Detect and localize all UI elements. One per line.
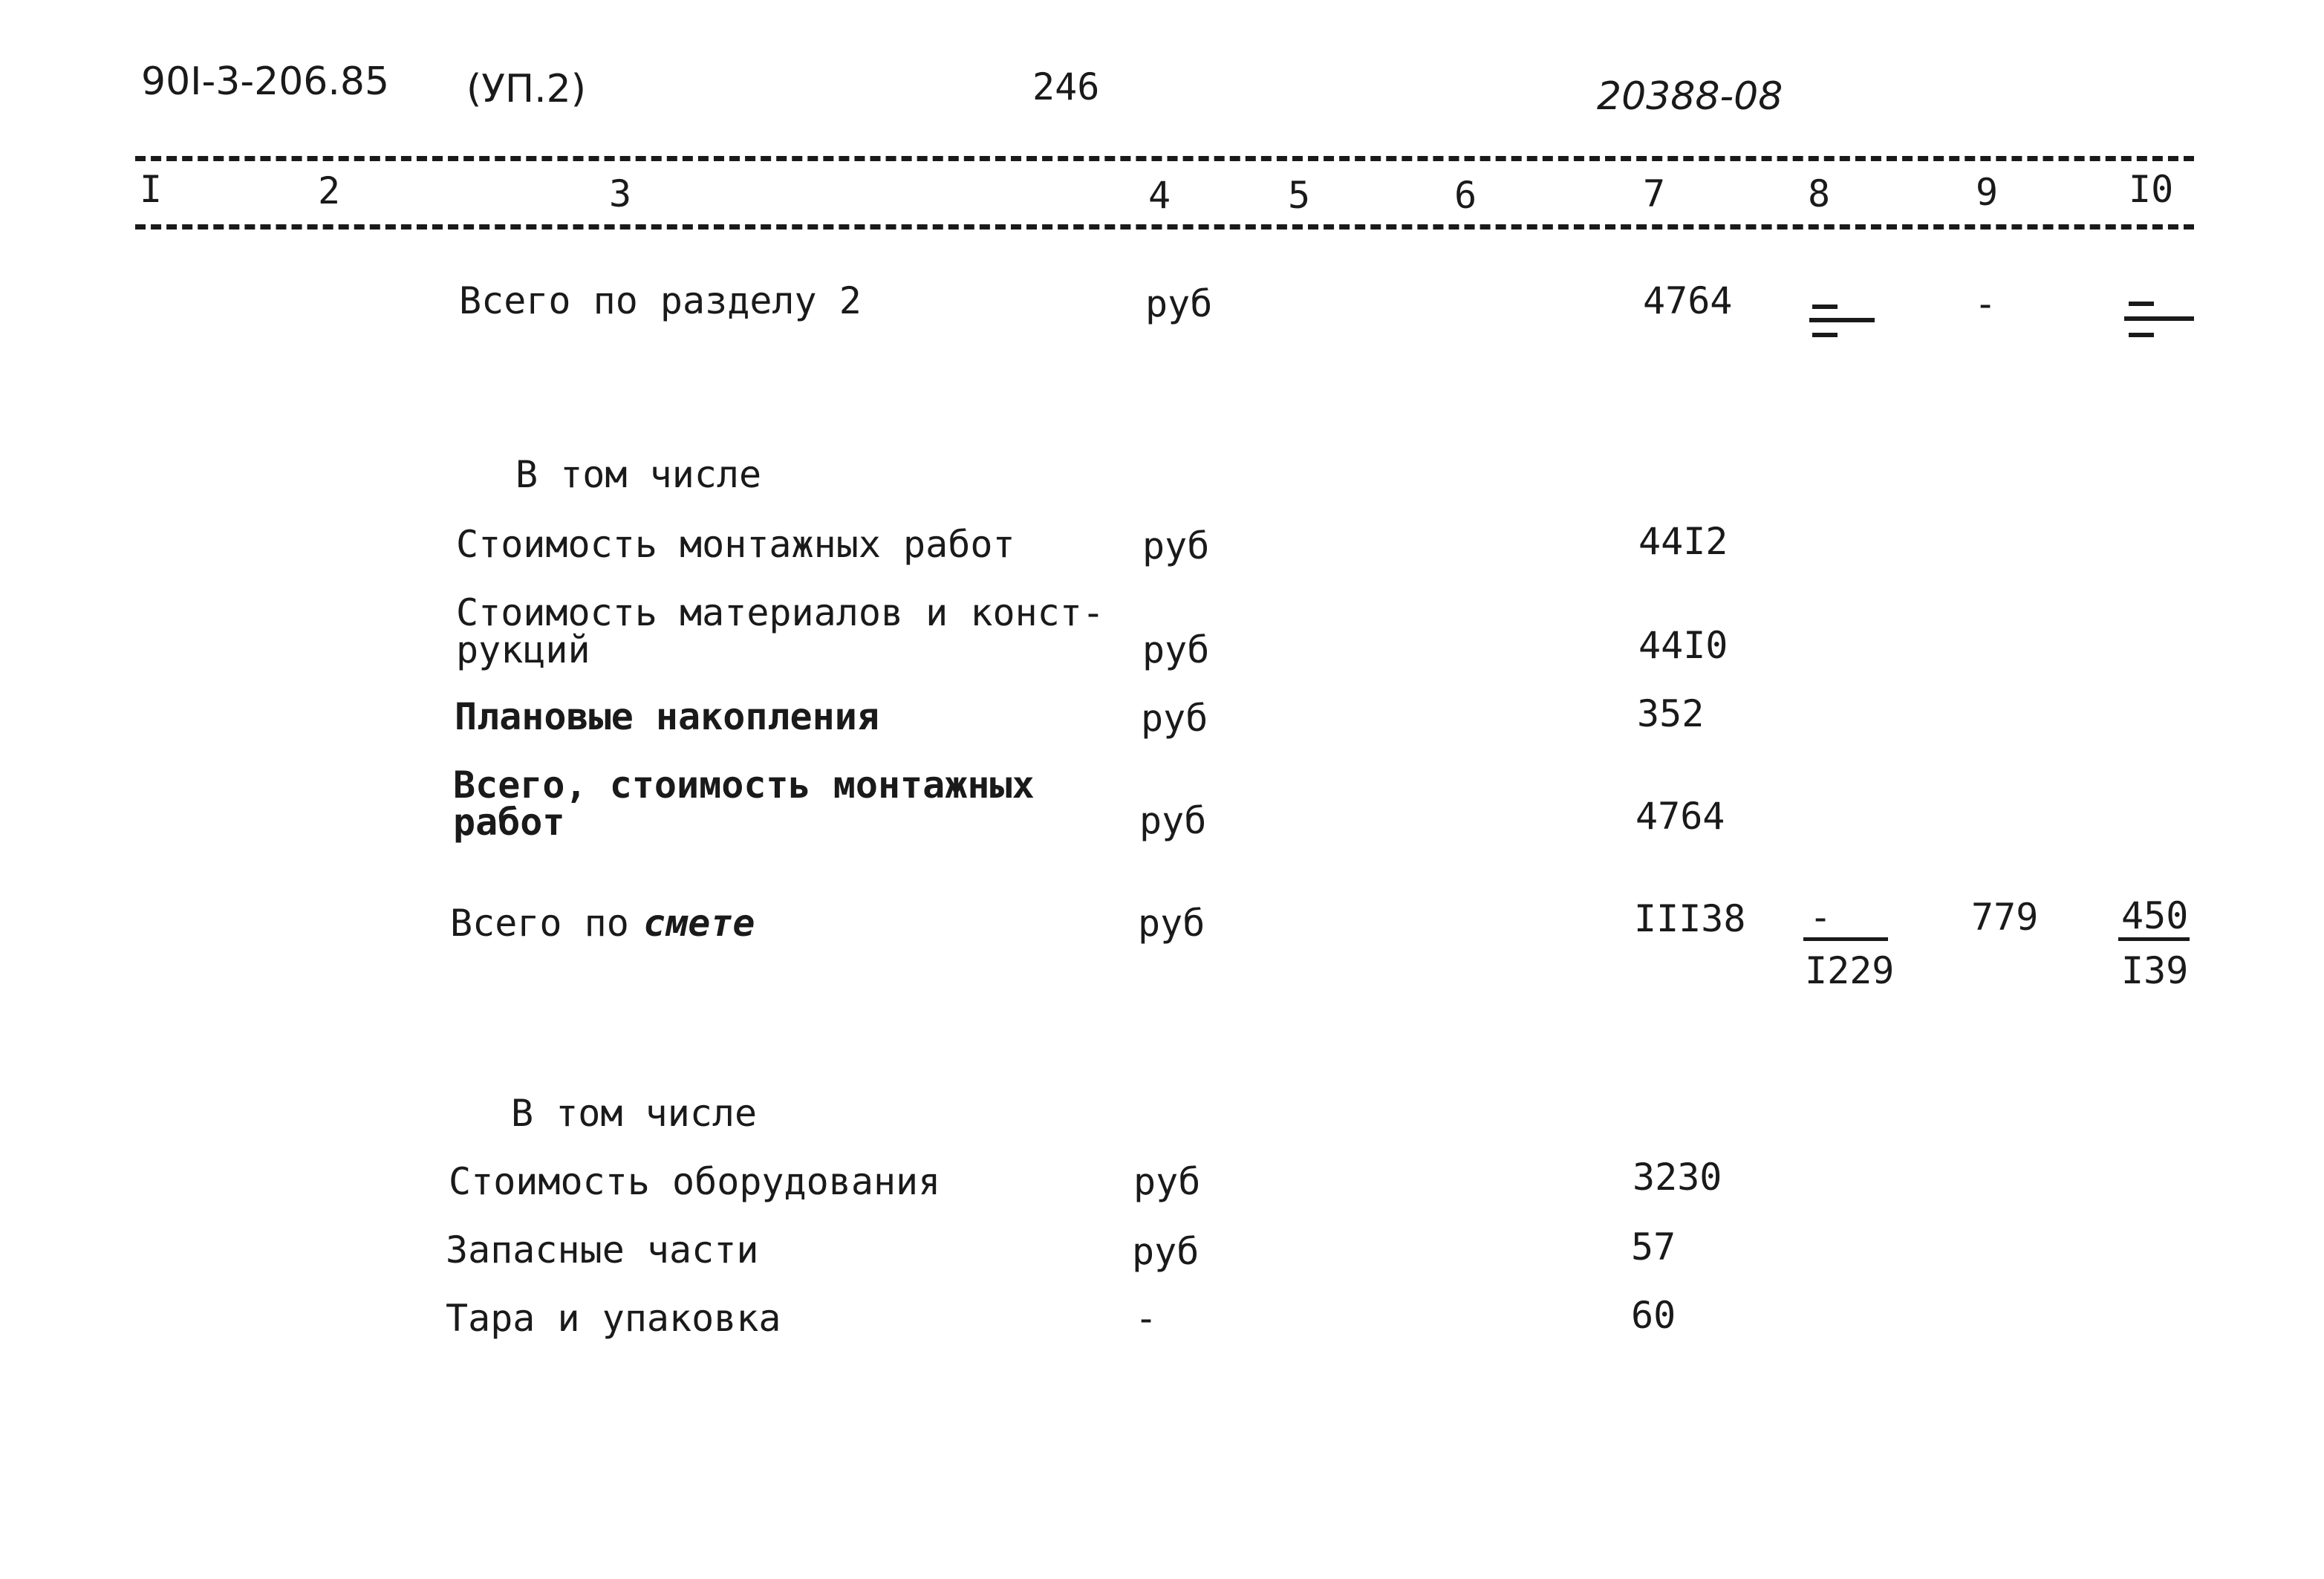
estimate-total-col10-top: 450 xyxy=(2121,894,2189,937)
materials-cost-label-line2: рукций xyxy=(456,628,590,671)
packaging-col7: 60 xyxy=(1631,1294,1676,1337)
estimate-total-col10-bottom: I39 xyxy=(2121,949,2189,992)
materials-cost-unit: руб xyxy=(1142,628,1210,671)
planned-savings-label: Плановые накопления xyxy=(455,695,879,738)
estimate-total-col10-fraction-bar xyxy=(2118,937,2190,941)
section2-total-label: Всего по разделу 2 xyxy=(459,279,862,322)
equipment-cost-col7: 3230 xyxy=(1633,1156,1722,1199)
equipment-cost-unit: руб xyxy=(1133,1160,1201,1203)
estimate-total-col9: 779 xyxy=(1971,896,2039,939)
planned-savings-unit: руб xyxy=(1141,697,1208,740)
spare-parts-col7: 57 xyxy=(1631,1225,1676,1269)
materials-cost-col7: 44I0 xyxy=(1638,624,1728,667)
section2-total-col7: 4764 xyxy=(1643,279,1733,322)
estimate-total-unit: руб xyxy=(1138,902,1205,945)
inventory-number: 20388-08 xyxy=(1597,74,1783,119)
header-top-rule xyxy=(135,156,2194,161)
install-total-label-line2: работ xyxy=(453,801,565,844)
equipment-cost-label: Стоимость оборудования xyxy=(449,1160,941,1203)
estimate-total-label-a: Всего по xyxy=(450,902,629,945)
page-number: 246 xyxy=(1032,65,1100,108)
column-3-header: 3 xyxy=(609,172,632,215)
install-total-unit: руб xyxy=(1139,799,1207,842)
column-2-header: 2 xyxy=(318,169,341,212)
install-cost-unit: руб xyxy=(1142,524,1210,567)
spare-parts-unit: руб xyxy=(1132,1230,1200,1273)
install-total-label-line1: Всего, стоимость монтажных xyxy=(453,764,1035,807)
estimate-total-col8-bottom: I229 xyxy=(1805,949,1895,992)
install-cost-label: Стоимость монтажных работ xyxy=(456,523,1015,566)
column-4-header: 4 xyxy=(1148,174,1171,217)
including-heading-2: В том числе xyxy=(511,1092,758,1135)
album-label: (УП.2) xyxy=(466,67,586,111)
including-heading-1: В том числе xyxy=(515,453,762,496)
estimate-total-col8-fraction-bar xyxy=(1803,937,1888,941)
column-8-header: 8 xyxy=(1808,172,1831,215)
column-5-header: 5 xyxy=(1288,174,1311,217)
spare-parts-label: Запасные части xyxy=(446,1228,759,1272)
header-bottom-rule xyxy=(135,224,2194,229)
estimate-total-col7: III38 xyxy=(1634,897,1746,940)
install-cost-col7: 44I2 xyxy=(1638,520,1728,563)
planned-savings-col7: 352 xyxy=(1637,692,1705,735)
column-1-header: I xyxy=(140,168,163,211)
packaging-label: Тара и упаковка xyxy=(446,1297,781,1340)
estimate-total-label-b: смете xyxy=(643,902,755,945)
document-code: 90I-3-206.85 xyxy=(141,59,390,104)
packaging-unit: - xyxy=(1135,1297,1158,1340)
section2-total-col9: - xyxy=(1974,282,1997,325)
column-10-header: I0 xyxy=(2129,168,2174,211)
column-6-header: 6 xyxy=(1454,174,1477,217)
column-9-header: 9 xyxy=(1976,171,1999,214)
section2-total-unit: руб xyxy=(1145,282,1213,325)
materials-cost-label-line1: Стоимость материалов и конст- xyxy=(456,591,1104,634)
column-7-header: 7 xyxy=(1643,172,1666,215)
estimate-total-col8-top: - xyxy=(1809,896,1832,939)
install-total-col7: 4764 xyxy=(1635,795,1725,838)
